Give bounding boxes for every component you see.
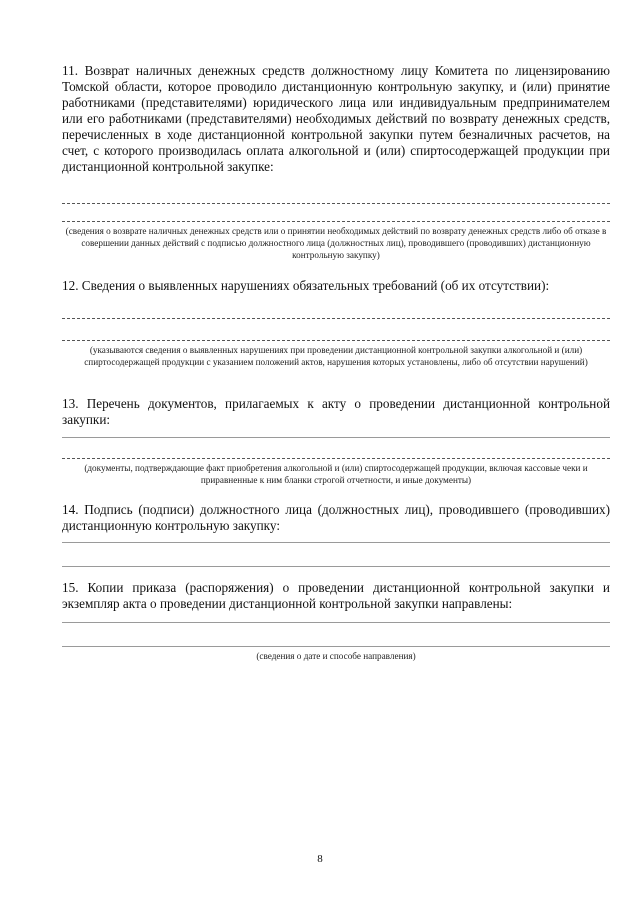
fill-line — [62, 203, 610, 204]
fill-line — [62, 566, 610, 567]
item-15 — [62, 580, 610, 612]
fill-line — [62, 458, 610, 459]
item-12-text: 12. Сведения о выявленных нарушениях обязательных требований (об их отсутствии): — [62, 278, 550, 293]
fill-line — [62, 622, 610, 623]
item-11-caption: (сведения о возврате наличных денежных средств или о принятии необходимых действий по возврату денежных средств либо об отказе в совершении данных действий с подписью должностного лица (должностных лиц), проводившего (проводивших) дистанционную контрольную закупку) — [65, 226, 607, 260]
fill-line — [62, 318, 610, 319]
item-11-text: 11. Возврат наличных денежных средств должностному лицу Комитета по лицензированию Томской области, которое проводило дистанционную контрольную закупку, и (или) принятие работниками (представителями) юридического лица или индивидуальным предпринимателем или его работниками (представителями) необходимых действий по возврату денежных средств, перечисленных в ходе дистанционной контрольной закупки путем безналичных расчетов, на счет, с которого производилась оплата алкогольной и (или) спиртосодержащей продукции при дистанционной контрольной закупке: — [62, 63, 610, 174]
item-14-text: 14. Подпись (подписи) должностного лица (должностных лиц), проводившего (проводивших) дистанционную контрольную закупку: — [62, 502, 610, 533]
item-13-text: 13. Перечень документов, прилагаемых к акту о проведении дистанционной контрольной закупки: — [62, 396, 610, 427]
item-12-caption: (указываются сведения о выявленных нарушениях при проведении дистанционной контрольной закупки алкогольной и (или) спиртосодержащей продукции с указанием положений актов, нарушения которых установлены, либо об отсутствии нарушений) — [84, 345, 588, 367]
item-13-caption: (документы, подтверждающие факт приобретения алкогольной и (или) спиртосодержащей продукции, включая кассовые чеки и приравненные к ним бланки строгой отчетности, и иные документы) — [84, 463, 588, 485]
page-number: 8 — [317, 853, 323, 865]
fill-line — [62, 340, 610, 341]
fill-line — [62, 646, 610, 647]
item-15-caption: (сведения о дате и способе направления) — [256, 651, 416, 661]
item-13 — [62, 396, 610, 428]
fill-line — [62, 437, 610, 438]
item-12 — [62, 278, 610, 294]
item-15-text: 15. Копии приказа (распоряжения) о проведении дистанционной контрольной закупки и экземпляр акта о проведении дистанционной контрольной закупки направлены: — [62, 580, 610, 611]
fill-line — [62, 542, 610, 543]
item-14 — [62, 502, 610, 534]
fill-line — [62, 221, 610, 222]
item-11 — [62, 63, 610, 175]
